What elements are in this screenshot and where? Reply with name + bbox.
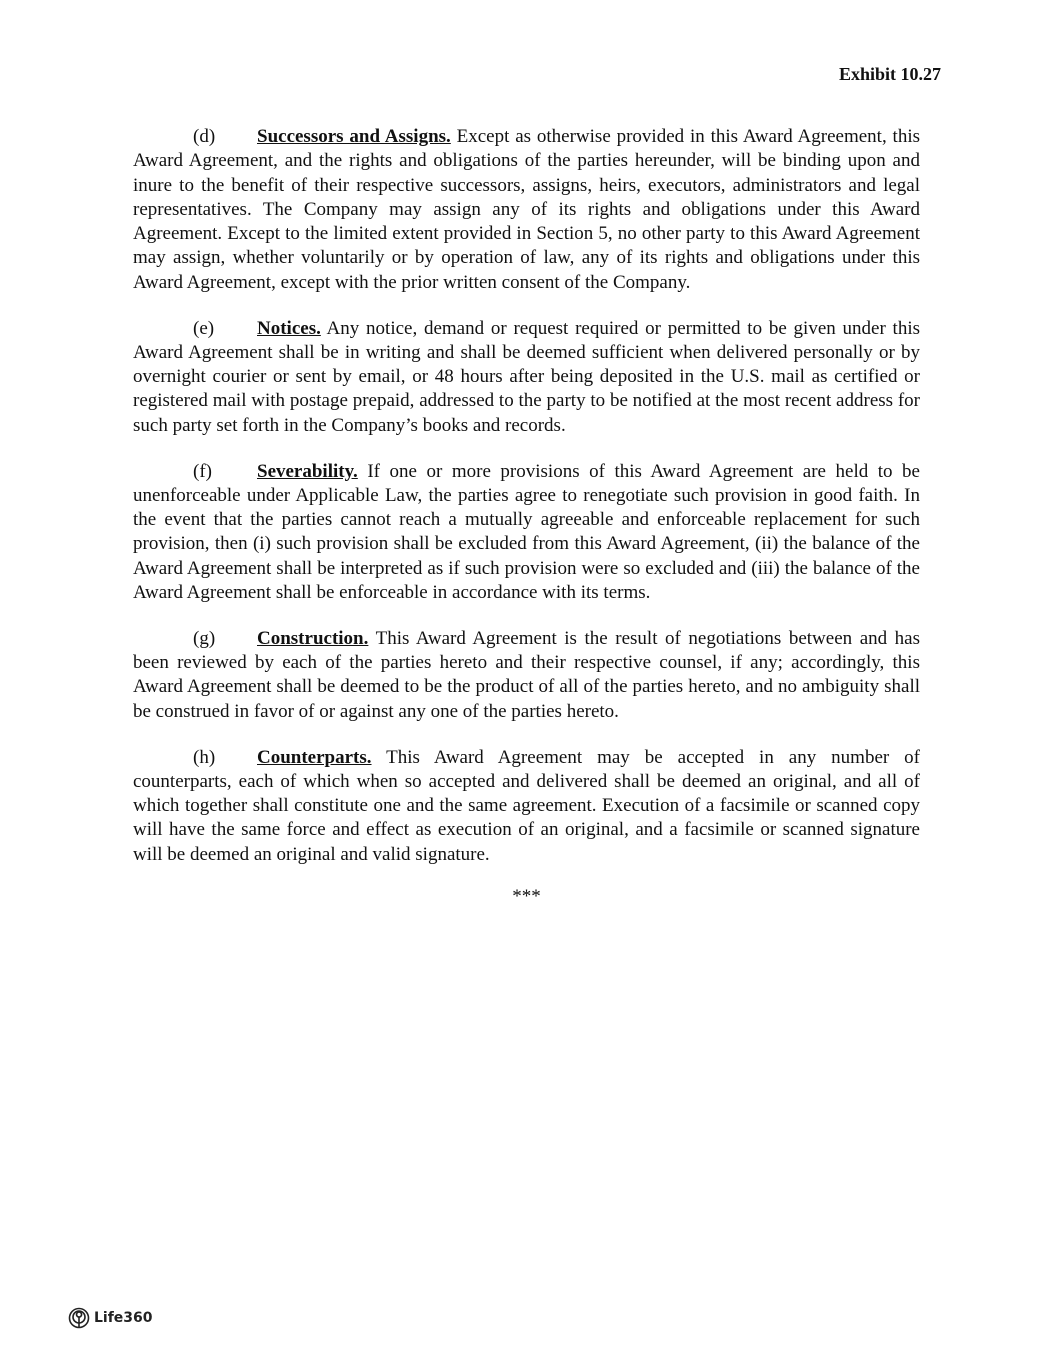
section-f	[133, 460, 920, 606]
section-g	[133, 627, 920, 724]
section-h	[133, 746, 920, 867]
section-label: (h)	[193, 746, 216, 768]
section-text: Except as otherwise provided in this Award Agreement, this Award Agreement, and the rights and obligations of the parties hereunder, will be binding upon and inure to the benefit of their respective successors, assigns, heirs, executors, administrators and legal representatives. The Company may assign any of its rights and obligations under this Award Agreement. Except to the limited extent provided in Section 5, no other party to this Award Agreement may assign, whether voluntarily or by operation of law, any of its rights and obligations under this Award Agreement, except with the prior written consent of the Company.	[133, 126, 920, 293]
section-label: (e)	[193, 317, 215, 339]
section-label: (d)	[193, 126, 216, 147]
section-text: Any notice, demand or request required or permitted to be given under this Award Agreement shall be in writing and shall be deemed sufficient when delivered personally or by overnight courier or sent by email, or 48 hours after being deposited in the U.S. mail as certified or registered mail with postage prepaid, addressed to the party to be notified at the most recent address for such party set forth in the Company’s books and records.	[133, 317, 920, 436]
logo-text: Life360	[94, 1310, 153, 1326]
section-heading: Construction.	[257, 627, 369, 649]
section-text: This Award Agreement is the result of negotiations between and has been reviewed by each of the parties hereto and their respective counsel, if any; accordingly, this Award Agreement shall be deemed to be the product of all of the parties hereto, and no ambiguity shall be construed in favor of or against any one of the parties hereto.	[133, 627, 920, 722]
section-heading: Severability.	[257, 460, 358, 482]
section-heading: Counterparts.	[257, 746, 372, 768]
section-label: (g)	[193, 627, 216, 649]
end-marker: ***	[512, 885, 541, 907]
company-logo	[68, 1307, 153, 1329]
section-text: This Award Agreement may be accepted in any number of counterparts, each of which when so accepted and delivered shall be deemed an original, and all of which together shall constitute one and the same agreement. Execution of a facsimile or scanned copy will have the same force and effect as execution of an original, and a facsimile or scanned signature will be deemed an original and valid signature.	[133, 746, 920, 865]
section-heading: Successors and Assigns.	[257, 126, 451, 147]
section-text: If one or more provisions of this Award Agreement are held to be unenforceable under Applicable Law, the parties agree to renegotiate such provision in good faith. In the event that the parties cannot reach a mutually agreeable and enforceable replacement for such provision, then (i) such provision shall be excluded from this Award Agreement, (ii) the balance of the Award Agreement shall be interpreted as if such provision were so excluded and (iii) the balance of the Award Agreement shall be enforceable in accordance with its terms.	[133, 460, 920, 604]
section-d	[133, 125, 920, 295]
section-label: (f)	[193, 460, 212, 482]
section-e	[133, 317, 920, 438]
life360-logo-icon	[68, 1307, 90, 1329]
document-body	[133, 125, 920, 909]
section-heading: Notices.	[257, 317, 321, 339]
exhibit-number: Exhibit 10.27	[838, 64, 941, 84]
